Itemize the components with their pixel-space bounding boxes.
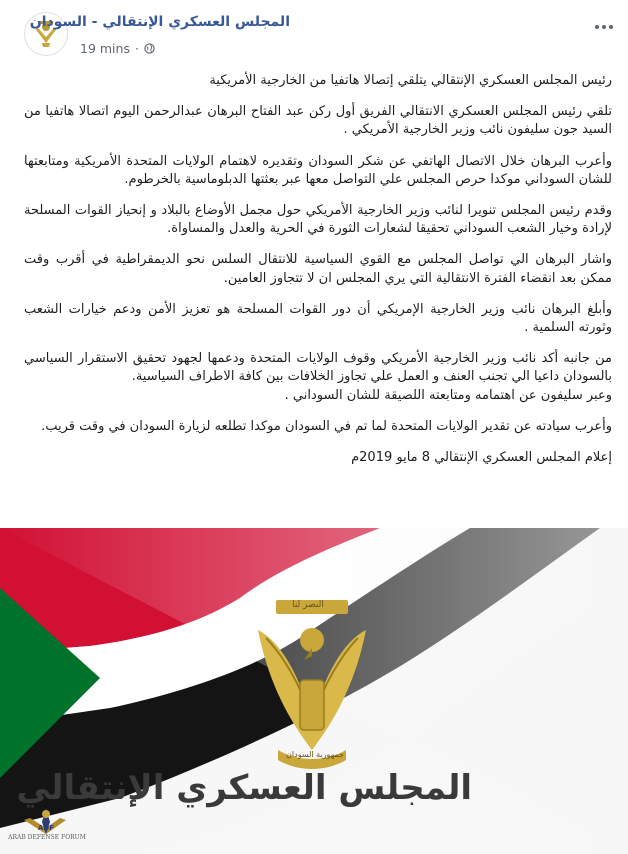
emblem-banner-bottom: جمهورية السودان bbox=[286, 750, 344, 759]
post-paragraph: وأعرب سيادته عن تقدير الولايات المتحدة لما تم في السودان موكدا تطلعه لزيارة السودان في وقت قريب. bbox=[41, 418, 612, 434]
post-headline: رئيس المجلس العسكري الإنتقالي يتلقي إتصالا هاتفيا من الخارجية الأمريكية bbox=[209, 73, 612, 88]
post-paragraph: من جانبه أكد نائب وزير الخارجية الأمريكي وقوف الولايات المتحدة ودعمها لجهود تحقيق الاستقرار السياسي بالسودان داعيا الي تجنب العنف و العمل علي تجاوز الخلافات بين كافة الاطراف السياسية. bbox=[24, 351, 612, 385]
emblem-banner-top: النصر لنا bbox=[292, 600, 324, 610]
post-paragraph: وقدم رئيس المجلس تنويرا لنائب وزير الخارجية الأمريكي حول مجمل الأوضاع بالبلاد و إنحياز القوات المسلحة لإرادة وخيار الشعب السوداني تحقيقا لشعارات الثورة في الحرية والعدل والمساواة. bbox=[24, 203, 612, 237]
page-name-link[interactable]: المجلس العسكري الإنتقالي - السودان bbox=[29, 14, 290, 30]
post-paragraph: واشار البرهان الي تواصل المجلس مع القوي السياسية للانتقال السلس نحو الديمقراطية في أقرب وقت ممكن بعد انقضاء الفترة الانتقالية التي يري المجلس ان لا تتجاوز العامين. bbox=[24, 252, 612, 286]
post-paragraph: تلقي رئيس المجلس العسكري الانتقالي الفريق أول ركن عبد الفتاح البرهان عبدالرحمن اليوم اتصالا هاتفيا من السيد جون سليفون نائب وزير الخارجية الأمريكي . bbox=[24, 104, 612, 138]
post-signature: إعلام المجلس العسكري الإنتقالي 8 مايو 2019م bbox=[351, 450, 612, 466]
post-paragraph: وأعرب البرهان خلال الاتصال الهاتفي عن شكر السودان وتقديره لاهتمام الولايات المتحدة الأمريكية ومتابعتها للشان السوداني موكدا حرص المجلس علي التواصل معها عبر بعثتها الدبلوماسية بالخرطوم. bbox=[24, 153, 612, 187]
post-header bbox=[0, 0, 628, 66]
watermark-text: ARAB DEFENSE FORUM bbox=[8, 834, 86, 841]
globe-icon[interactable] bbox=[144, 43, 155, 54]
post-paragraph: وأبلغ البرهان نائب وزير الخارجية الإمريكي أن دور القوات المسلحة هو تعزيز الأمن ودعم خيارات الشعب وثورته السلمية . bbox=[24, 301, 612, 336]
more-horizontal-icon bbox=[594, 24, 614, 30]
post-image[interactable] bbox=[0, 528, 628, 854]
image-title-text: المجلس العسكري الإنتقالي bbox=[16, 768, 472, 808]
post-timestamp[interactable]: 19 mins bbox=[80, 41, 130, 56]
more-options-button[interactable] bbox=[594, 20, 614, 30]
watermark-initials: ADF bbox=[37, 824, 54, 832]
meta-separator: · bbox=[134, 41, 139, 56]
post-meta bbox=[80, 41, 155, 56]
post-paragraph: وعبر سليفون عن اهتمامه ومتابعته اللصيقة للشان السوداني . bbox=[284, 387, 612, 403]
post-body bbox=[24, 72, 612, 480]
